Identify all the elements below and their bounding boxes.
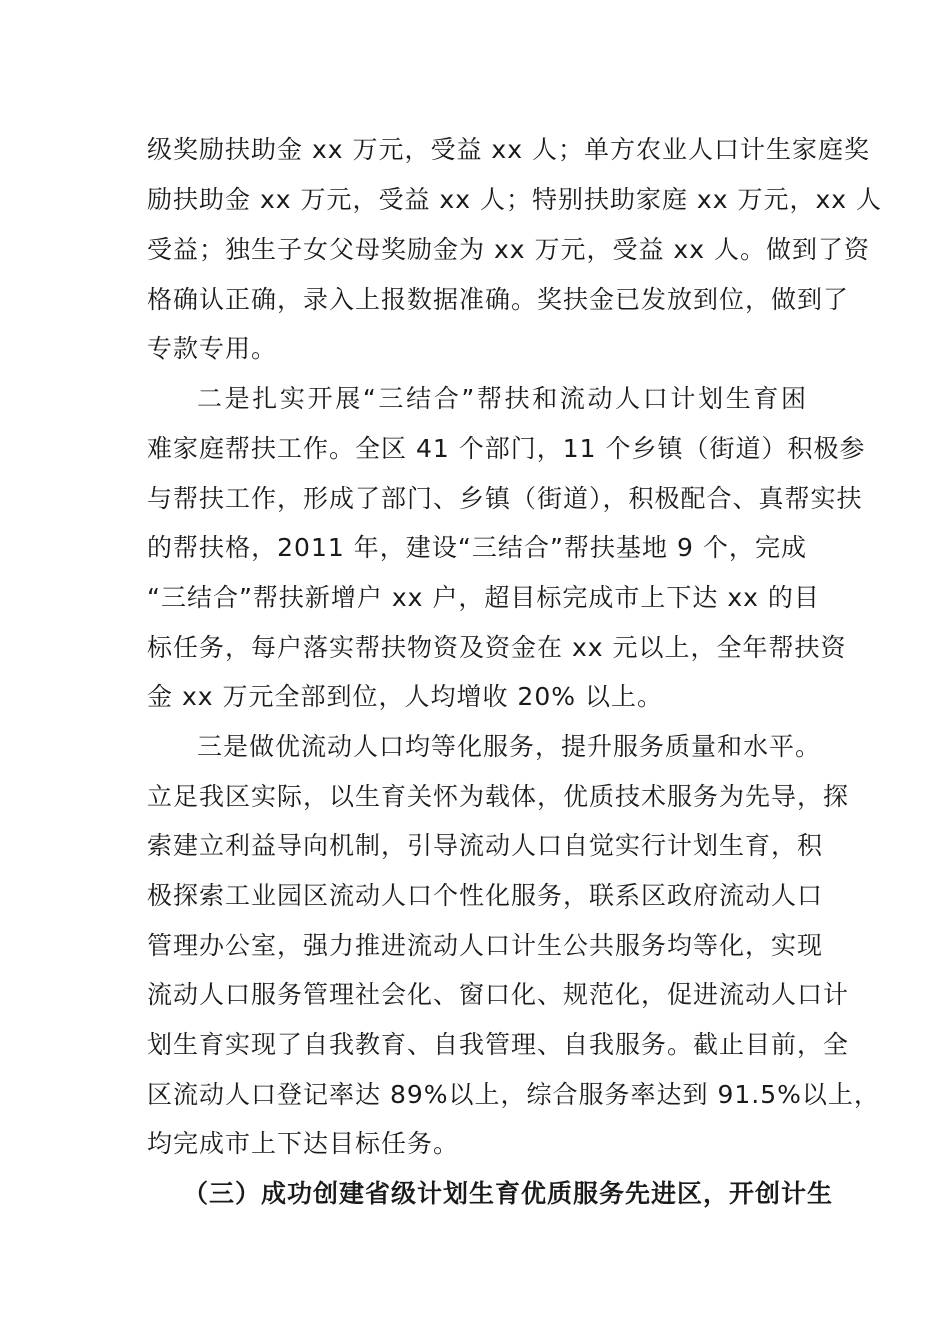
text-line: 难家庭帮扶工作。全区 41 个部门，11 个乡镇（街道）积极参 bbox=[147, 434, 866, 463]
text-line: 励扶助金 xx 万元，受益 xx 人；特别扶助家庭 xx 万元，xx 人 bbox=[147, 185, 882, 214]
text-line: 索建立利益导向机制，引导流动人口自觉实行计划生育，积 bbox=[147, 831, 824, 860]
text-line: 专款专用。 bbox=[147, 334, 278, 363]
text-line: 划生育实现了自我教育、自我管理、自我服务。截止目前，全 bbox=[147, 1030, 850, 1059]
text-line: 流动人口服务管理社会化、窗口化、规范化，促进流动人口计 bbox=[147, 980, 850, 1009]
text-line: 管理办公室，强力推进流动人口计生公共服务均等化，实现 bbox=[147, 931, 824, 960]
paragraph-start-line: 二是扎实开展“三结合”帮扶和流动人口计划生育困 bbox=[197, 384, 807, 413]
text-line: 级奖励扶助金 xx 万元，受益 xx 人；单方农业人口计生家庭奖 bbox=[147, 135, 870, 164]
text-line: “三结合”帮扶新增户 xx 户，超目标完成市上下达 xx 的目 bbox=[147, 583, 820, 612]
text-line: 均完成市上下达目标任务。 bbox=[147, 1129, 460, 1158]
paragraph-start-line: 三是做优流动人口均等化服务，提升服务质量和水平。 bbox=[197, 732, 822, 761]
text-line: 立足我区实际，以生育关怀为载体，优质技术服务为先导，探 bbox=[147, 782, 850, 811]
text-line: 与帮扶工作，形成了部门、乡镇（街道），积极配合、真帮实扶 bbox=[147, 484, 863, 513]
text-line: 受益；独生子女父母奖励金为 xx 万元，受益 xx 人。做到了资 bbox=[147, 235, 870, 264]
text-line: 的帮扶格，2011 年，建设“三结合”帮扶基地 9 个，完成 bbox=[147, 533, 807, 562]
text-line: 金 xx 万元全部到位，人均增收 20% 以上。 bbox=[147, 682, 663, 711]
section-heading: （三）成功创建省级计划生育优质服务先进区，开创计生 bbox=[183, 1179, 834, 1208]
text-line: 标任务，每户落实帮扶物资及资金在 xx 元以上，全年帮扶资 bbox=[147, 633, 847, 662]
text-line: 区流动人口登记率达 89%以上，综合服务率达到 91.5%以上， bbox=[147, 1080, 880, 1109]
text-line: 极探索工业园区流动人口个性化服务，联系区政府流动人口 bbox=[147, 881, 824, 910]
text-line: 格确认正确，录入上报数据准确。奖扶金已发放到位，做到了 bbox=[147, 285, 850, 314]
